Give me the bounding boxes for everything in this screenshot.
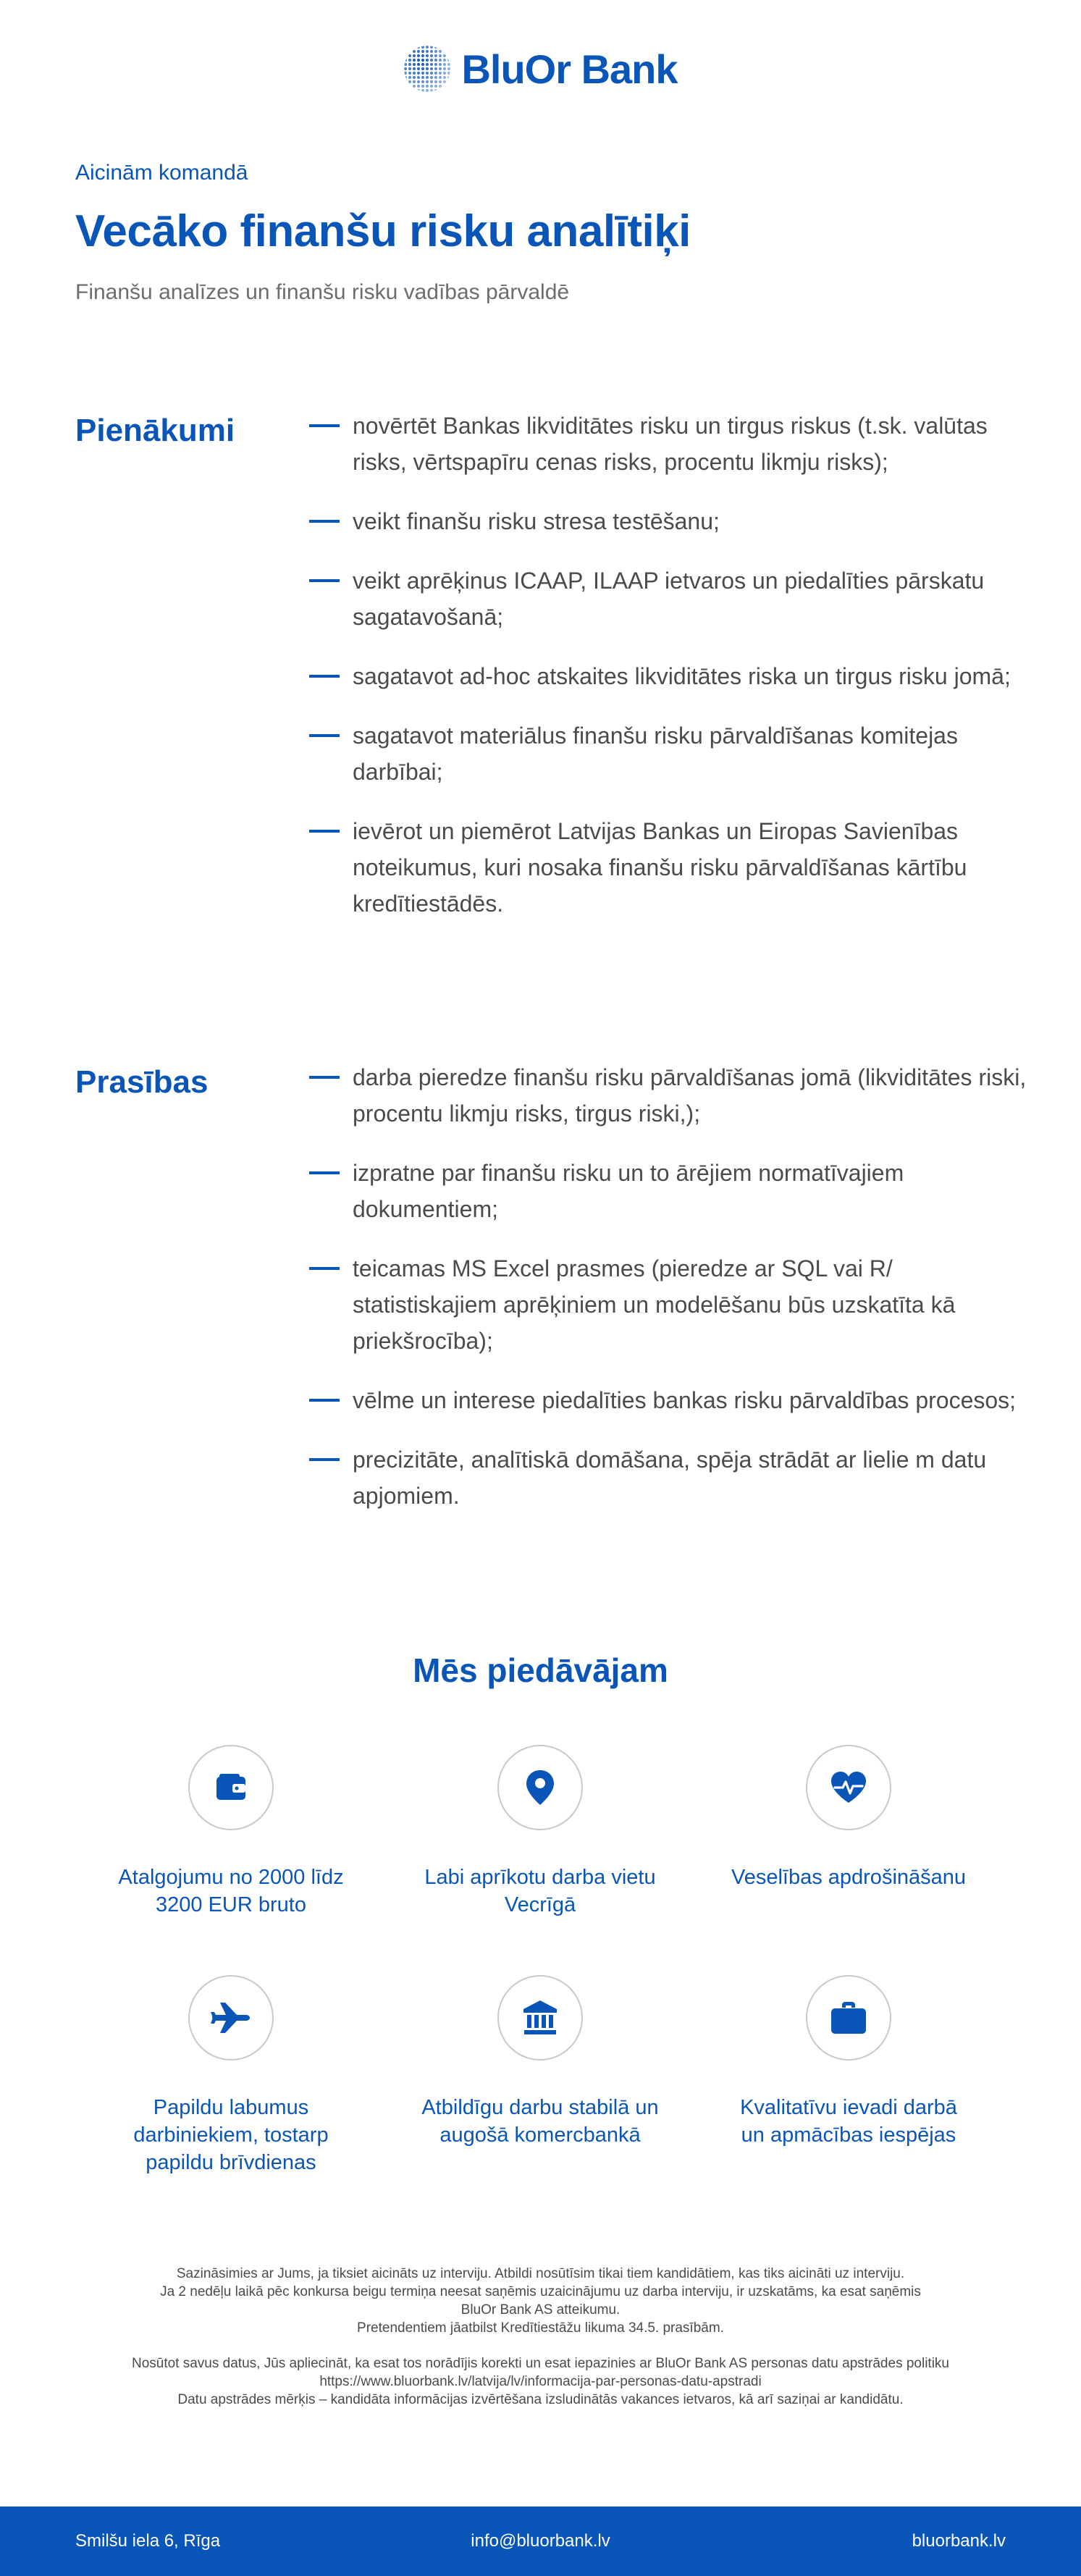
privacy-note: [65, 2354, 1016, 2409]
airplane-icon: [209, 2000, 253, 2036]
list-item-text: precizitāte, analītiskā domāšana, spēja strādāt ar lielie m datu apjomiem.: [353, 1447, 987, 1509]
list-item: [309, 503, 1033, 539]
dash-bullet: [309, 579, 340, 582]
benefit-icon-circle: [497, 1975, 583, 2061]
benefit-icon-circle: [806, 1745, 891, 1830]
note-line: Datu apstrādes mērķis – kandidāta informācijas izvērtēšana izsludinātās vakances ietvaros, kā arī saziņai ar kandidātu.: [177, 2392, 904, 2407]
list-item: [309, 1250, 1033, 1359]
benefit-card: [704, 1975, 993, 2149]
dash-bullet: [309, 424, 340, 427]
briefcase-icon: [830, 2000, 867, 2035]
note-line: Pretendentiem jāatbilst Kredītiestāžu likuma 34.5. prasībām.: [357, 2320, 724, 2336]
list-item-text: izpratne par finanšu risku un to ārējiem normatīvajiem dokumentiem;: [353, 1160, 904, 1222]
benefit-card: [395, 1745, 685, 1919]
logo-mark-icon: [403, 45, 451, 93]
dash-bullet: [309, 1267, 340, 1270]
contact-note: [65, 2265, 1016, 2337]
brand-logo: [0, 45, 1081, 93]
requirements-heading: Prasības: [75, 1064, 209, 1100]
note-line: Sazināsimies ar Jums, ja tiksiet aicināts uz interviju. Atbildi nosūtīsim tikai tiem kandidātiem, kas tiks aicināti uz interviju.: [176, 2266, 905, 2281]
benefit-label: Kvalitatīvu ievadi darbā un apmācības iespējas: [740, 2096, 957, 2147]
benefit-card: [395, 1975, 685, 2149]
dash-bullet: [309, 675, 340, 678]
requirements-list: [309, 1059, 1033, 1537]
page-subtitle: Finanšu analīzes un finanšu risku vadības pārvaldē: [75, 280, 570, 304]
list-item: [309, 408, 1033, 480]
benefit-label: Labi aprīkotu darba vietu Vecrīgā: [424, 1866, 656, 1916]
privacy-policy-link[interactable]: https://www.bluorbank.lv/latvija/lv/informacija-par-personas-datu-apstradi: [319, 2374, 762, 2389]
dash-bullet: [309, 1076, 340, 1079]
benefit-label: Atalgojumu no 2000 līdz 3200 EUR bruto: [118, 1866, 344, 1916]
list-item: [309, 563, 1033, 635]
footer-bar: [0, 2506, 1081, 2576]
list-item: [309, 1441, 1033, 1514]
footer-email-link[interactable]: info@bluorbank.lv: [471, 2531, 610, 2551]
benefit-label: Veselības apdrošināšanu: [731, 1866, 967, 1889]
wallet-icon: [214, 1770, 248, 1805]
dash-bullet: [309, 830, 340, 833]
list-item-text: veikt aprēķinus ICAAP, ILAAP ietvaros un piedalīties pārskatu sagatavošanā;: [353, 568, 985, 630]
list-item: [309, 1155, 1033, 1227]
dash-bullet: [309, 1171, 340, 1174]
duties-list: [309, 408, 1033, 945]
dash-bullet: [309, 734, 340, 737]
location-pin-icon: [523, 1769, 557, 1806]
list-item-text: sagatavot materiālus finanšu risku pārvaldīšanas komitejas darbībai;: [353, 723, 958, 785]
benefit-card: [86, 1975, 376, 2176]
list-item: [309, 717, 1033, 790]
heart-pulse-icon: [829, 1770, 868, 1805]
list-item: [309, 658, 1033, 694]
list-item: [309, 1382, 1033, 1418]
list-item: [309, 1059, 1033, 1132]
dash-bullet: [309, 1458, 340, 1461]
note-line: Ja 2 nedēļu laikā pēc konkursa beigu termiņa neesat saņēmis uzaicinājumu uz darba interviju, ir uzskatāms, ka esat saņēmis: [160, 2284, 921, 2299]
note-line: Nosūtot savus datus, Jūs apliecināt, ka esat tos norādījis korekti un esat iepazinies ar BluOr Bank AS personas datu apstrādes politiku: [131, 2356, 949, 2371]
footer-website-link[interactable]: bluorbank.lv: [912, 2531, 1006, 2551]
dash-bullet: [309, 1399, 340, 1402]
bank-building-icon: [521, 1999, 559, 2037]
dash-bullet: [309, 520, 340, 523]
benefit-label: Atbildīgu darbu stabilā un augošā komercbankā: [421, 2096, 659, 2147]
benefit-card: [704, 1745, 993, 1891]
list-item-text: sagatavot ad-hoc atskaites likviditātes riska un tirgus risku jomā;: [353, 663, 1011, 689]
duties-heading: Pienākumi: [75, 413, 235, 448]
page-title: Vecāko finanšu risku analītiķi: [75, 206, 691, 256]
list-item-text: vēlme un interese piedalīties bankas risku pārvaldības procesos;: [353, 1387, 1017, 1413]
benefit-icon-circle: [188, 1745, 274, 1830]
eyebrow-text: Aicinām komandā: [75, 161, 248, 185]
list-item-text: darba pieredze finanšu risku pārvaldīšanas jomā (likviditātes riski, procentu likmju risks, tirgus riski,);: [353, 1064, 1027, 1127]
brand-name: BluOr Bank: [461, 46, 678, 92]
offer-heading: Mēs piedāvājam: [413, 1651, 668, 1689]
list-item-text: veikt finanšu risku stresa testēšanu;: [353, 508, 720, 534]
benefit-label: Papildu labumus darbiniekiem, tostarp papildu brīvdienas: [133, 2096, 329, 2174]
note-line: BluOr Bank AS atteikumu.: [460, 2302, 621, 2318]
list-item-text: novērtēt Bankas likviditātes risku un tirgus riskus (t.sk. valūtas risks, vērtspapīru cenas risks, procentu likmju risks);: [353, 413, 988, 475]
benefit-icon-circle: [806, 1975, 891, 2061]
benefit-icon-circle: [497, 1745, 583, 1830]
benefit-card: [86, 1745, 376, 1919]
list-item-text: ievērot un piemērot Latvijas Bankas un Eiropas Savienības noteikumus, kuri nosaka finanšu risku pārvaldīšanas kārtību kredītiestādēs.: [353, 818, 967, 917]
list-item: [309, 813, 1033, 922]
list-item-text: teicamas MS Excel prasmes (pieredze ar SQL vai R/ statistiskajiem aprēķiniem un modelēšanu būs uzskatīta kā priekšrocība);: [353, 1255, 956, 1354]
footer-address: Smilšu iela 6, Rīga: [75, 2531, 221, 2551]
benefit-icon-circle: [188, 1975, 274, 2061]
